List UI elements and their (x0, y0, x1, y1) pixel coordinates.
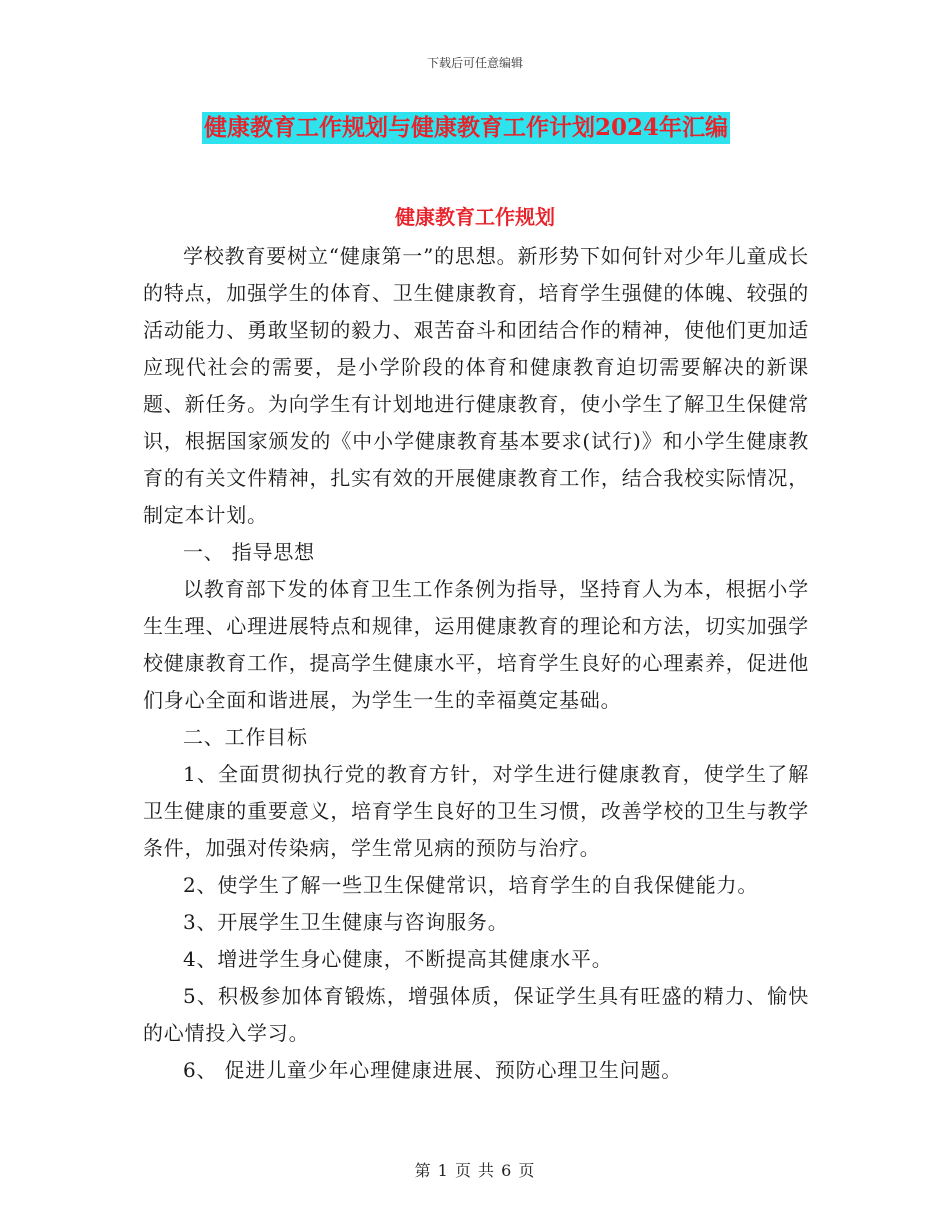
paragraph-intro: 学校教育要树立“健康第一”的思想。新形势下如何针对少年儿童成长的特点，加强学生的体育、卫生健康教育，培育学生强健的体魄、较强的活动能力、勇敢坚韧的毅力、艰苦奋斗和团结合作的精神，使他们更加适应现代社会的需要，是小学阶段的体育和健康教育迫切需要解决的新课题、新任务。为向学生有计划地进行健康教育，使小学生了解卫生保健常识，根据国家颁发的《中小学健康教育基本要求(试行)》和小学生健康教育的有关文件精神，扎实有效的开展健康教育工作，结合我校实际情况，制定本计划。 (143, 244, 809, 527)
paragraph-guiding-ideology: 以教育部下发的体育卫生工作条例为指导，坚持育人为本，根据小学生生理、心理进展特点和规律，运用健康教育的理论和方法，切实加强学校健康教育工作，提高学生健康水平，培育学生良好的心理素养，促进他们身心全面和谐进展，为学生一生的幸福奠定基础。 (143, 577, 809, 712)
document-body (143, 222, 809, 1089)
goal-item-6: 6、 促进儿童少年心理健康进展、预防心理卫生问题。 (183, 1058, 683, 1082)
section-title: 健康教育工作规划 (395, 205, 555, 229)
document-main-title: 健康教育工作规划与健康教育工作计划2024年汇编 (202, 112, 730, 144)
goal-item-5: 5、积极参加体育锻炼，增强体质，保证学生具有旺盛的精力、愉快的心情投入学习。 (143, 984, 809, 1045)
goal-item-1: 1、全面贯彻执行党的教育方针，对学生进行健康教育，使学生了解卫生健康的重要意义，培育学生良好的卫生习惯，改善学校的卫生与教学条件，加强对传染病，学生常见病的预防与治疗。 (143, 762, 809, 860)
goal-item-2: 2、使学生了解一些卫生保健常识，培育学生的自我保健能力。 (183, 873, 759, 897)
goal-item-3: 3、开展学生卫生健康与咨询服务。 (183, 910, 509, 934)
page-number: 第 1 页 共 6 页 (414, 1161, 536, 1180)
heading-guiding-ideology: 一、 指导思想 (183, 540, 315, 564)
goal-item-4: 4、增进学生身心健康，不断提高其健康水平。 (183, 947, 613, 971)
header-note: 下载后可任意编辑 (426, 56, 523, 70)
heading-work-goals: 二、工作目标 (183, 725, 308, 749)
